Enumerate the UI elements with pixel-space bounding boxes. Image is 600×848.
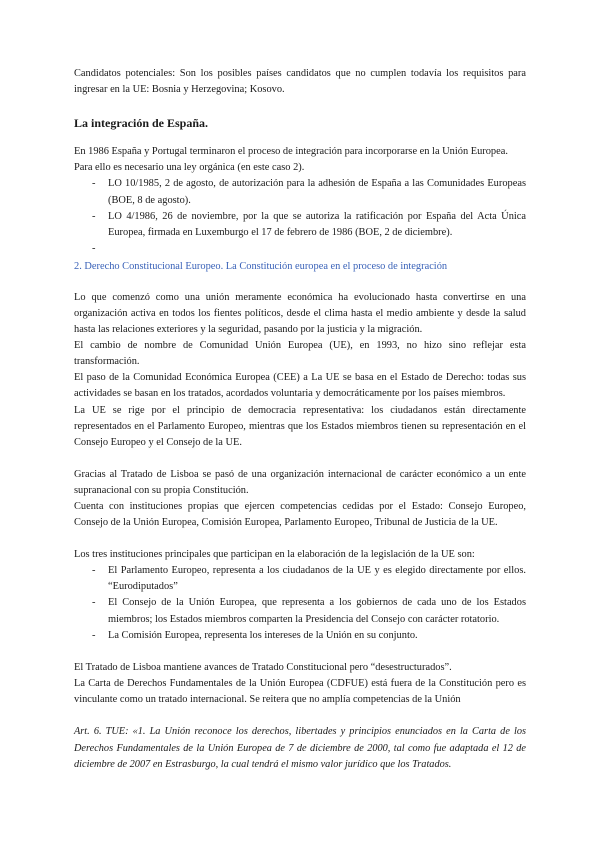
spacer: [74, 451, 526, 467]
list-item: - El Parlamento Europeo, representa a los ciudadanos de la UE y es elegido directamente por ellos. “Eurodiputados”: [92, 565, 526, 593]
list-item: - LO 4/1986, 26 de noviembre, por la que se autoriza la ratificación por España del Acta Única Europea, firmada en Luxemburgo el 17 de febrero de 1986 (BOE, 2 de diciembre).: [92, 210, 526, 238]
list-instituciones: [74, 563, 526, 643]
paragraph-1986: En 1986 España y Portugal terminaron el proceso de integración para incorporarse en la Unión Europea.: [74, 146, 508, 158]
dash-bullet: -: [92, 597, 96, 609]
dash-bullet: -: [92, 629, 96, 641]
dash-bullet: -: [92, 178, 96, 190]
list-item-empty: [92, 241, 526, 257]
subsection-heading-derecho-constitucional[interactable]: 2. Derecho Constitucional Europeo. La Constitución europea en el proceso de integración: [74, 260, 448, 272]
list-leyes: [74, 176, 526, 256]
list-item: - El Consejo de la Unión Europea, que representa a los gobiernos de cada uno de los Estados miembros; los Estados miembros comparten la Presidencia del Consejo con carácter rotatorio.: [92, 597, 526, 625]
paragraph-carta-derechos: La Carta de Derechos Fundamentales de la Unión Europea (CDFUE) está fuera de la Constitución pero es vinculante como un tratado internacional. Se reitera que no amplía competencias de la Unión: [74, 677, 526, 705]
dash-bullet: -: [92, 242, 96, 254]
section-heading-integracion: La integración de España.: [74, 116, 209, 131]
paragraph-candidatos: Candidatos potenciales: Son los posibles países candidatos que no cumplen todavía los requisitos para ingresar en la UE: Bosnia y Herzegovina; Kosovo.: [74, 68, 526, 96]
paragraph-tres-instituciones: Los tres instituciones principales que participan en la elaboración de la legislación de la UE son:: [74, 549, 475, 561]
paragraph-democracia: La UE se rige por el principio de democracia representativa: los ciudadanos están directamente representados en el Parlamento Europeo, mientras que los Estados miembros tienen su representación en el Consejo Europeo y el Consejo de la UE.: [74, 404, 526, 448]
paragraph-ley-organica: Para ello es necesario una ley orgánica (en este caso 2).: [74, 162, 305, 174]
paragraph-comenzo: Lo que comenzó como una unión meramente económica ha evolucionado hasta convertirse en una organización activa en todos los fientes políticos, desde el clima hasta el medio ambiente y desde la salud hasta las relaciones exteriores y la seguridad, pasando por la justicia y la migración.: [74, 291, 526, 336]
paragraph-tratado-lisboa: El Tratado de Lisboa mantiene avances de Tratado Constitucional pero “desestructurados”.: [74, 661, 452, 673]
list-item: - LO 10/1985, 2 de agosto, de autorización para la adhesión de España a las Comunidades Europeas (BOE, 8 de agosto).: [92, 178, 526, 206]
list-item: - La Comisión Europea, representa los intereses de la Unión en su conjunto.: [95, 628, 526, 644]
dash-bullet: -: [92, 210, 96, 222]
spacer: [74, 531, 526, 547]
dash-bullet: -: [92, 565, 96, 577]
quote-art-6-tue: Art. 6. TUE: «1. La Unión reconoce los derechos, libertades y principios enunciados en la Carta de los Derechos Fundamentales de la Unión Europea de 7 de diciembre de 2000, tal como fue adaptada el 12 de diciembre de 2007 en Estrasburgo, la cual tendrá el mismo valor jurídico que los Tratados.: [74, 726, 526, 770]
paragraph-paso-cee: El paso de la Comunidad Económica Europea (CEE) a La UE se basa en el Estado de Derecho: todas sus actividades se basan en los tratados, acordados voluntaria y democráticamente por los países miembros.: [74, 372, 526, 400]
spacer: [74, 708, 526, 724]
paragraph-cambio-nombre: El cambio de nombre de Comunidad Unión Europea (UE), en 1993, no hizo sino reflejar esta transformación.: [74, 340, 526, 368]
paragraph-lisboa: Gracias al Tratado de Lisboa se pasó de una organización internacional de carácter económico a un ente supranacional con su propia Constitución.: [74, 468, 526, 496]
spacer: [74, 644, 526, 660]
paragraph-instituciones: Cuenta con instituciones propias que ejercen competencias cedidas por el Estado: Consejo Europeo, Consejo de la Unión Europea, Comisión Europea, Parlamento Europeo, Tribunal de Justicia de la UE.: [74, 500, 526, 529]
document-body: [74, 66, 526, 774]
